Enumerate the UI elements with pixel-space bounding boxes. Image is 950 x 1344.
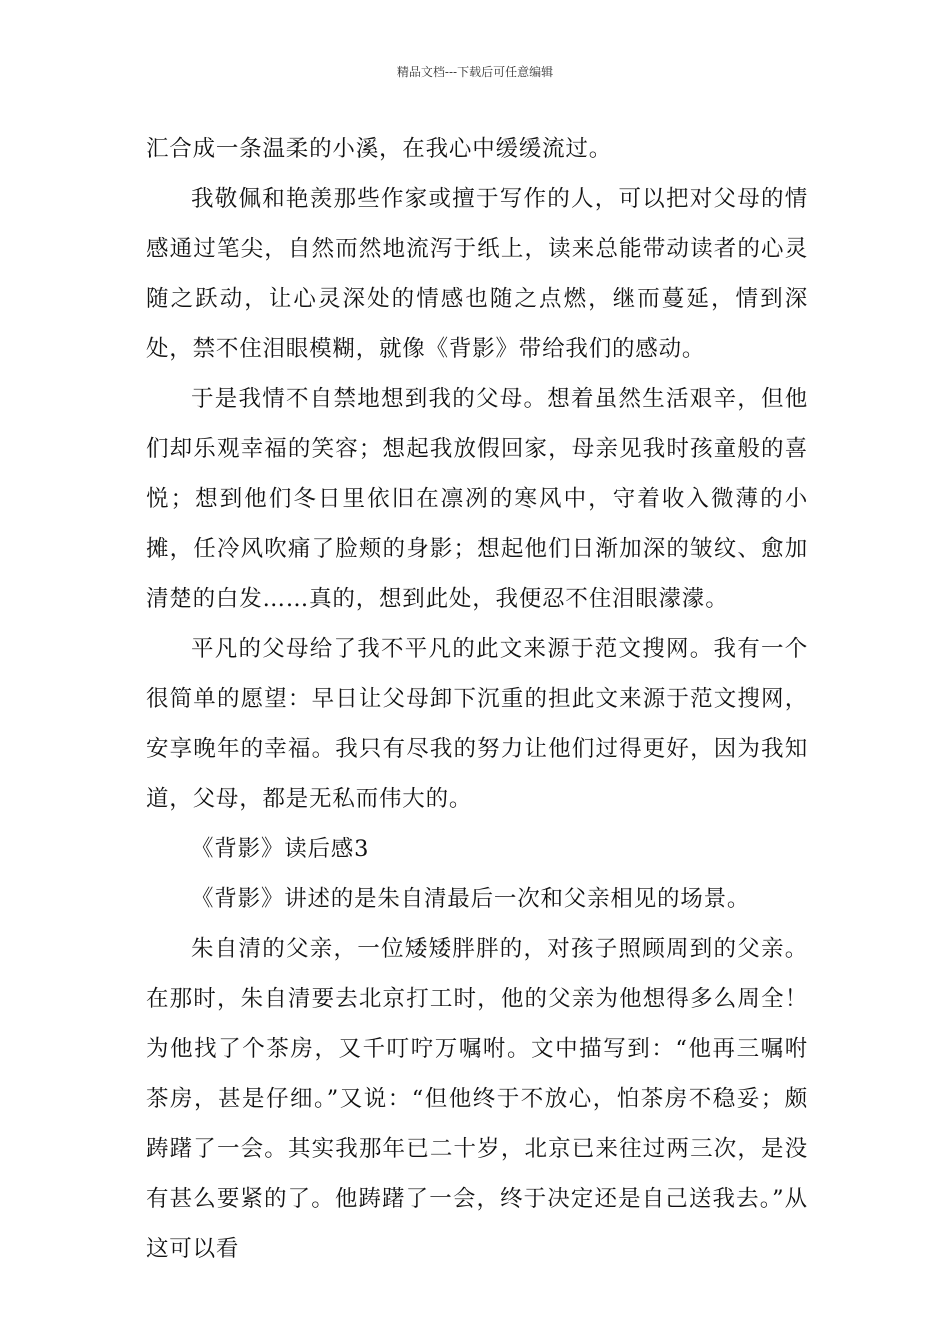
section-heading: 《背影》读后感3	[191, 836, 370, 862]
paragraph-4: 平凡的父母给了我不平凡的此文来源于范文搜网。我有一个很简单的愿望：早日让父母卸下沉重的担此文来源于范文搜网，安享晚年的幸福。我只有尽我的努力让他们过得更好，因为我知道，父母，都是无私而伟大的。	[146, 636, 808, 812]
page-header: 精品文档---下载后可任意编辑	[396, 65, 554, 79]
paragraph-3: 于是我情不自禁地想到我的父母。想着虽然生活艰辛，但他们却乐观幸福的笑容；想起我放假回家，母亲见我时孩童般的喜悦；想到他们冬日里依旧在凛冽的寒风中，守着收入微薄的小摊，任冷风吹痛了脸颊的身影；想起他们日渐加深的皱纹、愈加清楚的白发……真的，想到此处，我便忍不住泪眼濛濛。	[146, 386, 808, 612]
paragraph-1: 汇合成一条温柔的小溪，在我心中缓缓流过。	[146, 136, 613, 162]
document-body	[146, 124, 808, 1274]
paragraph-2: 我敬佩和艳羡那些作家或擅于写作的人，可以把对父母的情感通过笔尖，自然而然地流泻于纸上，读来总能带动读者的心灵随之跃动，让心灵深处的情感也随之点燃，继而蔓延，情到深处，禁不住泪眼模糊，就像《背影》带给我们的感动。	[146, 186, 808, 362]
paragraph-5: 《背影》讲述的是朱自清最后一次和父亲相见的场景。	[191, 886, 751, 912]
paragraph-6: 朱自清的父亲，一位矮矮胖胖的，对孩子照顾周到的父亲。在那时，朱自清要去北京打工时，他的父亲为他想得多么周全！为他找了个茶房，又千叮咛万嘱咐。文中描写到：“他再三嘱咐茶房，甚是仔细。”又说：“但他终于不放心，怕茶房不稳妥；颇踌躇了一会。其实我那年已二十岁，北京已来往过两三次，是没有甚么要紧的了。他踌躇了一会，终于决定还是自己送我去。”从这可以看	[146, 936, 808, 1262]
